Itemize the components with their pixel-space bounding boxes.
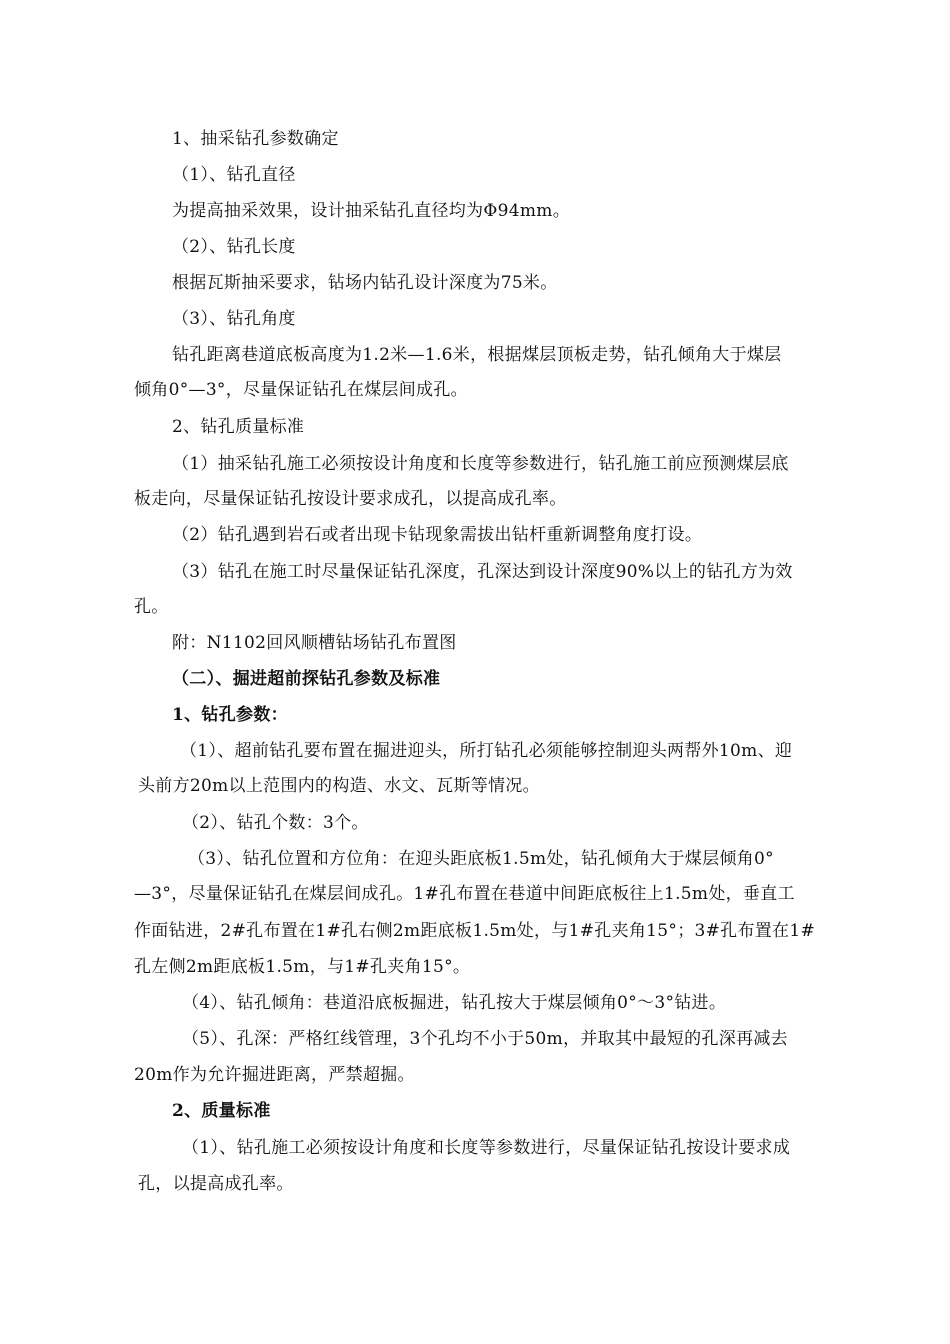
paragraph-line: （4）、钻孔倾角：巷道沿底板掘进，钻孔按大于煤层倾角0°～3°钻进。 xyxy=(182,993,727,1013)
paragraph-line: 作面钻进，2#孔布置在1#孔右侧2m距底板1.5m处，与1#孔夹角15°；3#孔布置在1# xyxy=(134,921,816,941)
paragraph-line: 20m作为允许掘进距离，严禁超掘。 xyxy=(134,1065,415,1085)
paragraph-line: 为提高抽采效果，设计抽采钻孔直径均为Φ94mm。 xyxy=(172,201,571,221)
paragraph-line: 板走向，尽量保证钻孔按设计要求成孔，以提高成孔率。 xyxy=(134,489,567,509)
subheading: （3）、钻孔角度 xyxy=(172,309,296,329)
paragraph-line: 孔。 xyxy=(134,597,169,617)
paragraph-line: 孔左侧2m距底板1.5m，与1#孔夹角15°。 xyxy=(134,957,471,977)
subheading: （2）、钻孔长度 xyxy=(172,237,296,257)
paragraph-line: （1）、钻孔施工必须按设计角度和长度等参数进行，尽量保证钻孔按设计要求成 xyxy=(182,1138,791,1158)
paragraph-line: （1）、超前钻孔要布置在掘进迎头，所打钻孔必须能够控制迎头两帮外10m、迎 xyxy=(180,741,793,761)
section-heading: 2、钻孔质量标准 xyxy=(172,417,305,437)
paragraph-line: （2）、钻孔个数：3个。 xyxy=(182,813,369,833)
section-heading: 1、抽采钻孔参数确定 xyxy=(172,129,339,149)
paragraph-line: （5）、孔深：严格红线管理，3个孔均不小于50m，并取其中最短的孔深再减去 xyxy=(182,1029,788,1049)
paragraph-line: 钻孔距离巷道底板高度为1.2米—1.6米，根据煤层顶板走势，钻孔倾角大于煤层 xyxy=(172,345,782,365)
paragraph-line: （2）钻孔遇到岩石或者出现卡钻现象需拔出钻杆重新调整角度打设。 xyxy=(172,525,703,545)
subheading: （1）、钻孔直径 xyxy=(172,165,296,185)
section-heading: 2、质量标准 xyxy=(172,1101,271,1121)
chapter-heading: （二）、掘进超前探钻孔参数及标准 xyxy=(172,669,441,689)
paragraph-line: 头前方20m以上范围内的构造、水文、瓦斯等情况。 xyxy=(138,776,540,796)
paragraph-line: 根据瓦斯抽采要求，钻场内钻孔设计深度为75米。 xyxy=(172,273,558,293)
paragraph-line: 孔，以提高成孔率。 xyxy=(138,1174,294,1194)
paragraph-line: （3）钻孔在施工时尽量保证钻孔深度，孔深达到设计深度90%以上的钻孔方为效 xyxy=(172,562,793,582)
section-heading: 1、钻孔参数： xyxy=(172,705,288,725)
paragraph-line: 倾角0°—3°，尽量保证钻孔在煤层间成孔。 xyxy=(134,380,468,400)
paragraph-line: （3）、钻孔位置和方位角：在迎头距底板1.5m处，钻孔倾角大于煤层倾角0° xyxy=(188,849,774,869)
attachment-note: 附：N1102回风顺槽钻场钻孔布置图 xyxy=(172,633,457,653)
paragraph-line: （1）抽采钻孔施工必须按设计角度和长度等参数进行，钻孔施工前应预测煤层底 xyxy=(172,454,789,474)
paragraph-line: —3°，尽量保证钻孔在煤层间成孔。1#孔布置在巷道中间距底板往上1.5m处，垂直工 xyxy=(134,884,795,904)
